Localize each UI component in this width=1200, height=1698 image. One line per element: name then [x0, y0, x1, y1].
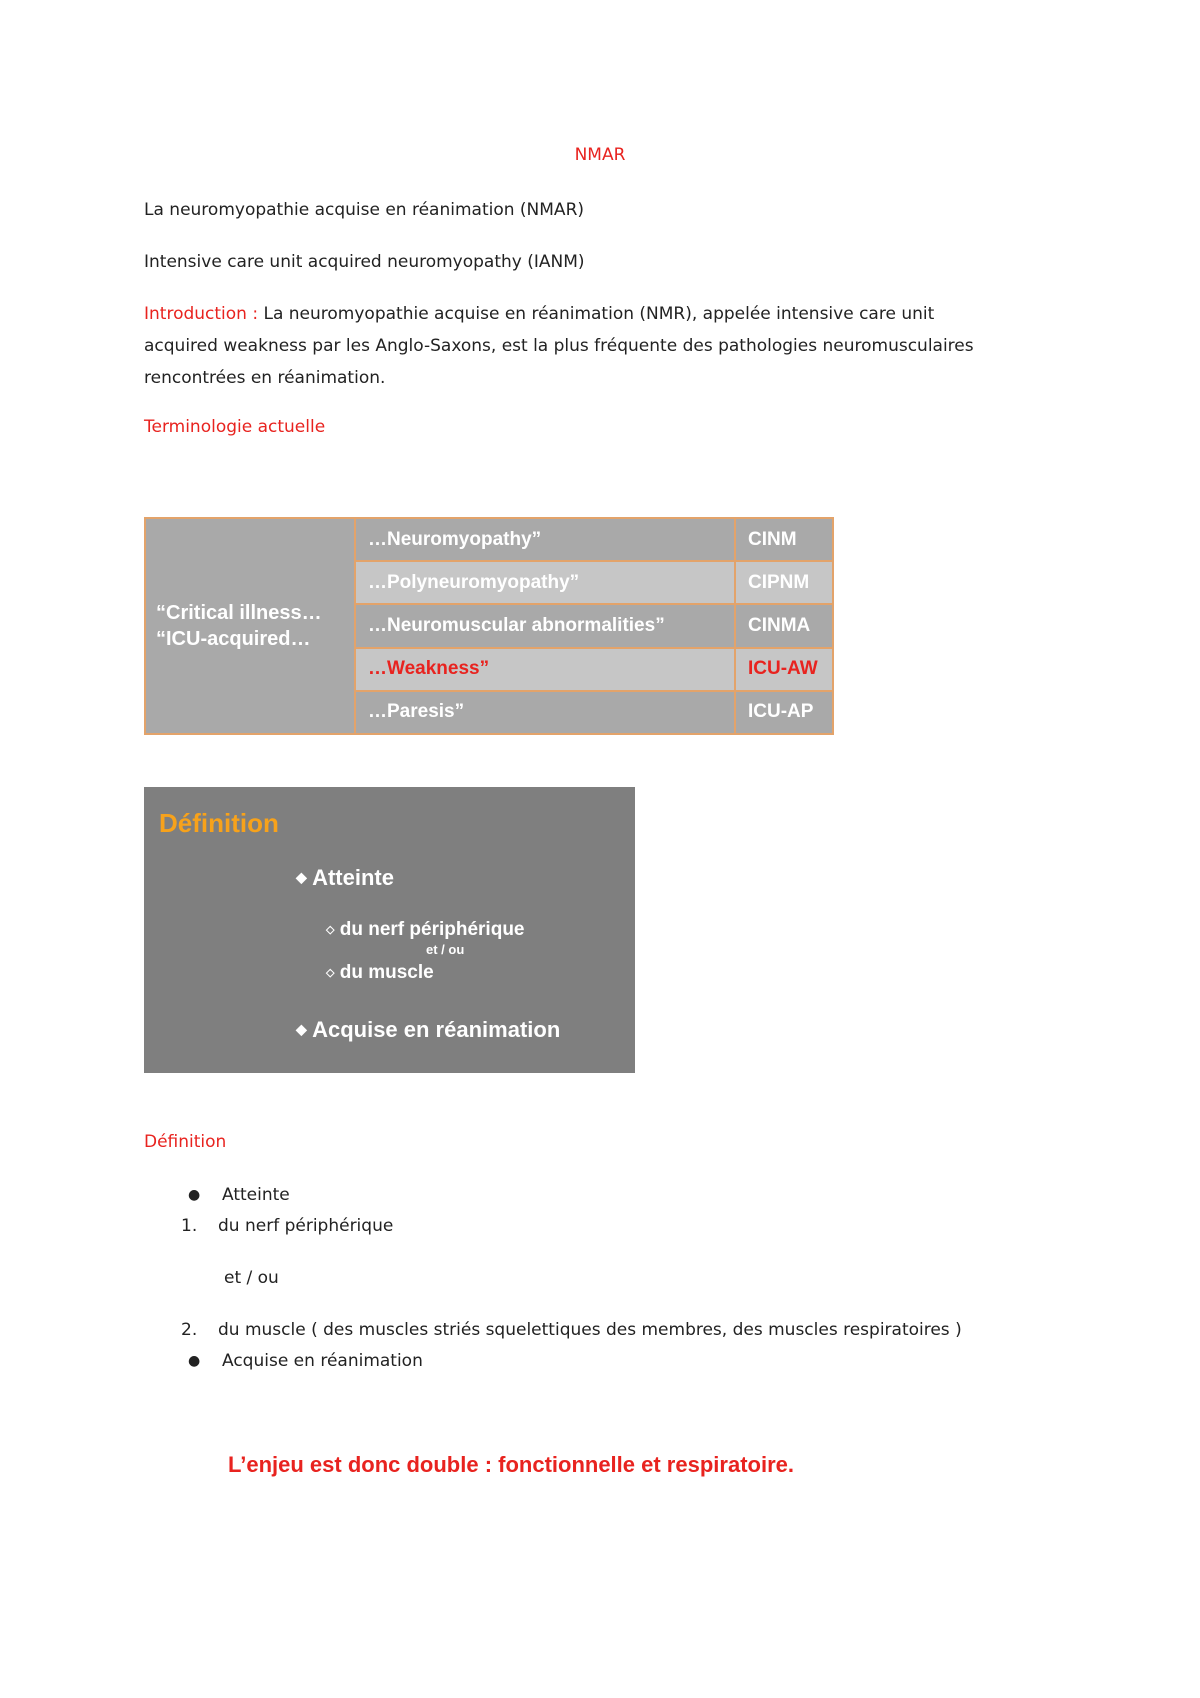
term-name: …Weakness” [356, 649, 736, 690]
introduction-label: Introduction : [144, 304, 264, 324]
definition-conj: et / ou [224, 1268, 279, 1288]
term-abbr: ICU-AP [748, 701, 814, 723]
definition-item-1: Atteinte [222, 1185, 290, 1205]
slide-sub-1-text: du nerf périphérique [339, 919, 525, 940]
page-title: NMAR [574, 145, 626, 165]
term-abbr: CINMA [748, 615, 811, 636]
terminology-table [144, 517, 834, 735]
slide-bullet-1-text: Atteinte [312, 865, 394, 890]
term-prefix-line-1: “Critical illness… [156, 602, 322, 624]
term-abbr: CIPNM [748, 571, 810, 593]
introduction-paragraph [144, 298, 1024, 394]
slide-bullet-2-text: Acquise en réanimation [312, 1017, 561, 1042]
list-number: 1. [181, 1216, 198, 1236]
slide-title: Définition [159, 808, 279, 838]
intro-line-2: acquired weakness par les Anglo-Saxons, est la plus fréquente des pathologies neuromusculaires [144, 336, 974, 356]
table-row [356, 519, 832, 562]
definition-sub-2: du muscle ( des muscles striés squelettiques des membres, des muscles respiratoires ) [218, 1320, 962, 1340]
slide-conj: et / ou [426, 942, 465, 957]
slide-sub-2-text: du muscle [339, 962, 434, 983]
diamond-bullet-icon: ◆ [296, 1021, 307, 1037]
intro-line-3: rencontrées en réanimation. [144, 368, 386, 388]
table-row [356, 692, 832, 733]
term-name: …Paresis” [356, 692, 736, 733]
term-name: …Neuromyopathy” [356, 519, 736, 560]
term-abbr: ICU-AW [748, 658, 818, 680]
bullet-icon: ● [188, 1353, 201, 1369]
diamond-outline-icon: ◇ [326, 924, 335, 936]
definition-sub-1: du nerf périphérique [218, 1216, 394, 1236]
conclusion-text: L’enjeu est donc double : fonctionnelle et respiratoire. [228, 1452, 794, 1477]
diamond-bullet-icon: ◆ [296, 869, 307, 885]
diamond-outline-icon: ◇ [326, 967, 335, 979]
terminology-heading: Terminologie actuelle [144, 417, 326, 437]
en-name: Intensive care unit acquired neuromyopathy (IANM) [144, 252, 585, 272]
term-prefix-line-2: “ICU-acquired… [156, 628, 311, 650]
term-name: …Neuromuscular abnormalities” [356, 605, 736, 646]
definition-item-2: Acquise en réanimation [222, 1351, 423, 1371]
slide-bullet-2 [296, 1017, 560, 1043]
slide-sub-2 [326, 962, 434, 984]
table-row [356, 562, 832, 605]
slide-sub-1 [326, 919, 525, 941]
slide-bullet-1 [296, 865, 394, 891]
list-number: 2. [181, 1320, 198, 1340]
table-row [356, 605, 832, 648]
definition-slide-image [144, 787, 635, 1073]
table-row-highlighted [356, 649, 832, 692]
fr-name: La neuromyopathie acquise en réanimation (NMAR) [144, 200, 585, 220]
term-prefix-cell [146, 519, 356, 733]
intro-line-1: La neuromyopathie acquise en réanimation (NMR), appelée intensive care unit [263, 304, 935, 324]
definition-heading: Définition [144, 1132, 227, 1152]
term-name: …Polyneuromyopathy” [356, 562, 736, 603]
bullet-icon: ● [188, 1187, 201, 1203]
term-abbr: CINM [748, 528, 797, 550]
